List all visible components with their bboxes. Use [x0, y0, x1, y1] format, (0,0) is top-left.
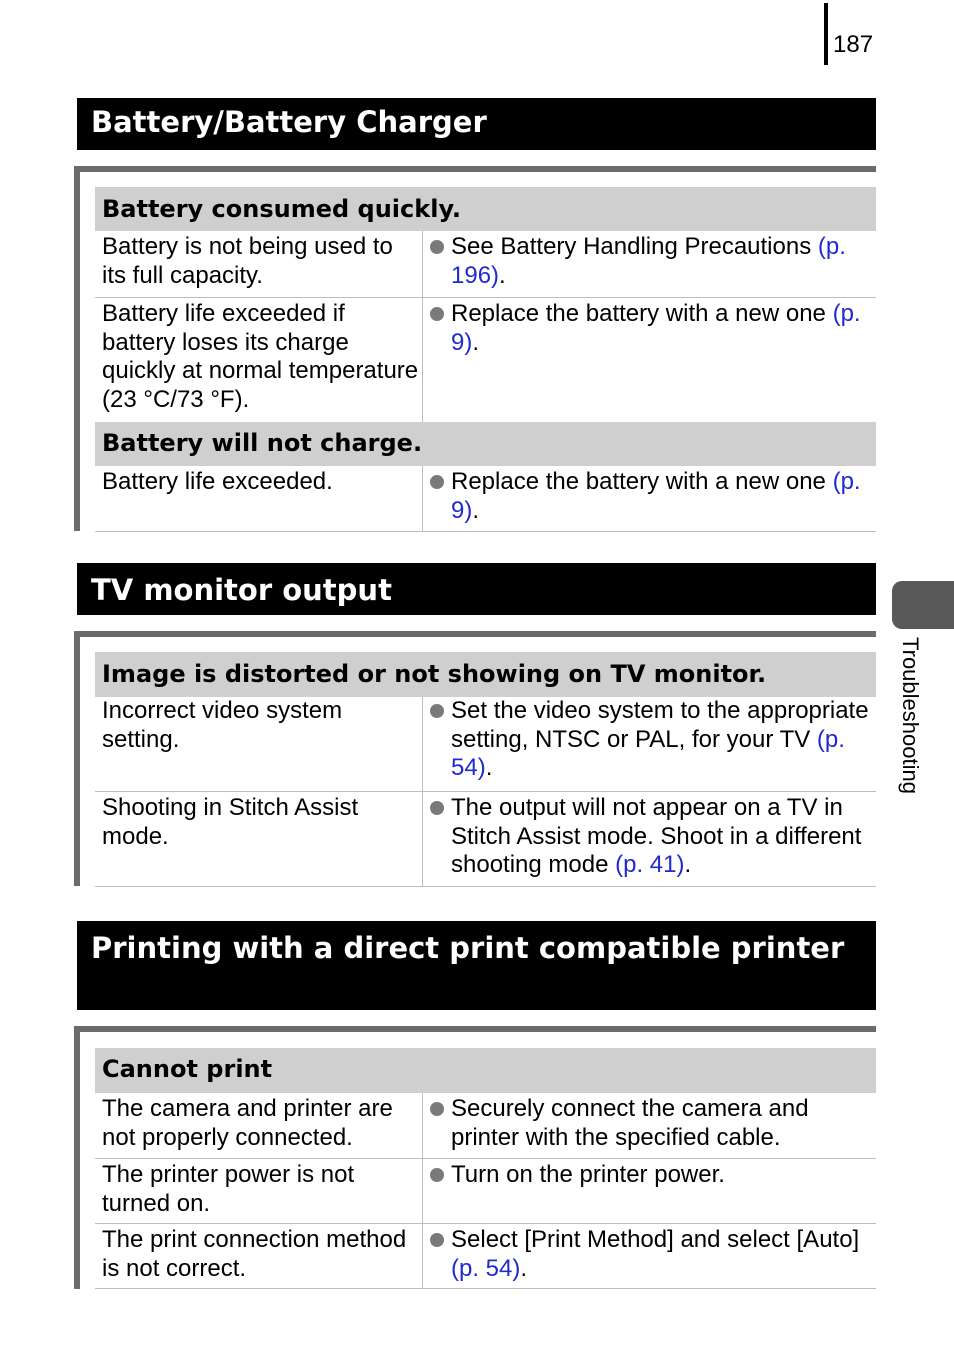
- table-row: [95, 1224, 876, 1289]
- column-divider: [422, 1159, 423, 1224]
- solution-tail: .: [485, 754, 493, 781]
- table-row: [95, 1093, 876, 1159]
- problem-header: Battery will not charge.: [95, 422, 876, 466]
- table-row: [95, 298, 876, 423]
- problem-header: Cannot print: [95, 1048, 876, 1093]
- solution-label: Replace the battery with a new one: [451, 300, 826, 327]
- cause-text: The print connection method is not correct.: [102, 1226, 407, 1282]
- page-link[interactable]: (p. 196): [451, 233, 846, 289]
- solution-tail: .: [684, 851, 692, 878]
- column-divider: [422, 298, 423, 423]
- table-row: [95, 697, 876, 792]
- solution-text: [430, 1161, 872, 1190]
- cause-text: Incorrect video system setting.: [102, 697, 343, 753]
- bullet-icon: [430, 240, 444, 254]
- page-link[interactable]: (p. 54): [451, 725, 845, 781]
- solution-label: The output will not appear on a TV in Stitch Assist mode. Shoot in a different shooting mode: [451, 794, 862, 878]
- table-row: [95, 792, 876, 887]
- problem-header: Battery consumed quickly.: [95, 187, 876, 231]
- chapter-tab: [892, 581, 954, 629]
- column-divider: [422, 697, 423, 792]
- solution-label: Select [Print Method] and select [Auto]: [451, 1226, 860, 1253]
- solution-label: Set the video system to the appropriate setting, NTSC or PAL, for your TV: [451, 697, 869, 753]
- section-title-battery: Battery/Battery Charger: [77, 98, 876, 150]
- table-row: [95, 1159, 876, 1224]
- solution-label: Securely connect the camera and printer with the specified cable.: [451, 1095, 809, 1151]
- section-direct-print: [74, 1026, 876, 1289]
- solution-label: Turn on the printer power.: [451, 1161, 725, 1188]
- solution-label: See Battery Handling Precautions: [451, 233, 812, 260]
- table-row: [95, 231, 876, 298]
- column-divider: [422, 231, 423, 298]
- column-divider: [422, 1224, 423, 1289]
- chapter-label: Troubleshooting: [898, 637, 923, 794]
- solution-text: [430, 794, 872, 880]
- section-tv-output: [74, 631, 876, 886]
- page-number: 187: [833, 31, 874, 58]
- cause-text: Battery life exceeded.: [102, 468, 333, 495]
- bullet-icon: [430, 475, 444, 489]
- bullet-icon: [430, 1168, 444, 1182]
- section-title-direct-print: Printing with a direct print compatible printer: [77, 921, 876, 1010]
- cause-text: Battery life exceeded if battery loses its charge quickly at normal temperature (23 °C/73 °F).: [102, 300, 419, 413]
- solution-text: [430, 1226, 872, 1283]
- column-divider: [422, 466, 423, 532]
- column-divider: [422, 1093, 423, 1159]
- column-divider: [422, 792, 423, 887]
- bullet-icon: [430, 801, 444, 815]
- cause-text: Battery is not being used to its full capacity.: [102, 233, 393, 289]
- solution-text: [430, 697, 872, 783]
- solution-text: [430, 1095, 872, 1152]
- solution-text: [430, 233, 872, 290]
- bullet-icon: [430, 704, 444, 718]
- solution-tail: .: [499, 261, 506, 289]
- solution-text: [430, 300, 872, 357]
- page-link[interactable]: (p. 9): [451, 468, 861, 524]
- section-battery: [74, 166, 876, 531]
- table-row: [95, 466, 876, 532]
- cause-text: Shooting in Stitch Assist mode.: [102, 794, 359, 850]
- page-link[interactable]: (p. 9): [451, 300, 861, 356]
- bullet-icon: [430, 1233, 444, 1247]
- problem-header: Image is distorted or not showing on TV monitor.: [95, 652, 876, 697]
- bullet-icon: [430, 307, 444, 321]
- bullet-icon: [430, 1102, 444, 1116]
- page-number-rule: [824, 3, 828, 65]
- page-link[interactable]: (p. 54): [451, 1254, 521, 1282]
- solution-tail: .: [472, 496, 480, 524]
- page-link[interactable]: (p. 41): [615, 851, 685, 878]
- cause-text: The printer power is not turned on.: [102, 1161, 355, 1217]
- solution-text: [430, 468, 872, 525]
- solution-label: Replace the battery with a new one: [451, 468, 826, 495]
- section-title-tv-output: TV monitor output: [77, 563, 876, 615]
- cause-text: The camera and printer are not properly connected.: [102, 1095, 393, 1151]
- solution-tail: .: [472, 328, 480, 356]
- solution-tail: .: [520, 1254, 528, 1282]
